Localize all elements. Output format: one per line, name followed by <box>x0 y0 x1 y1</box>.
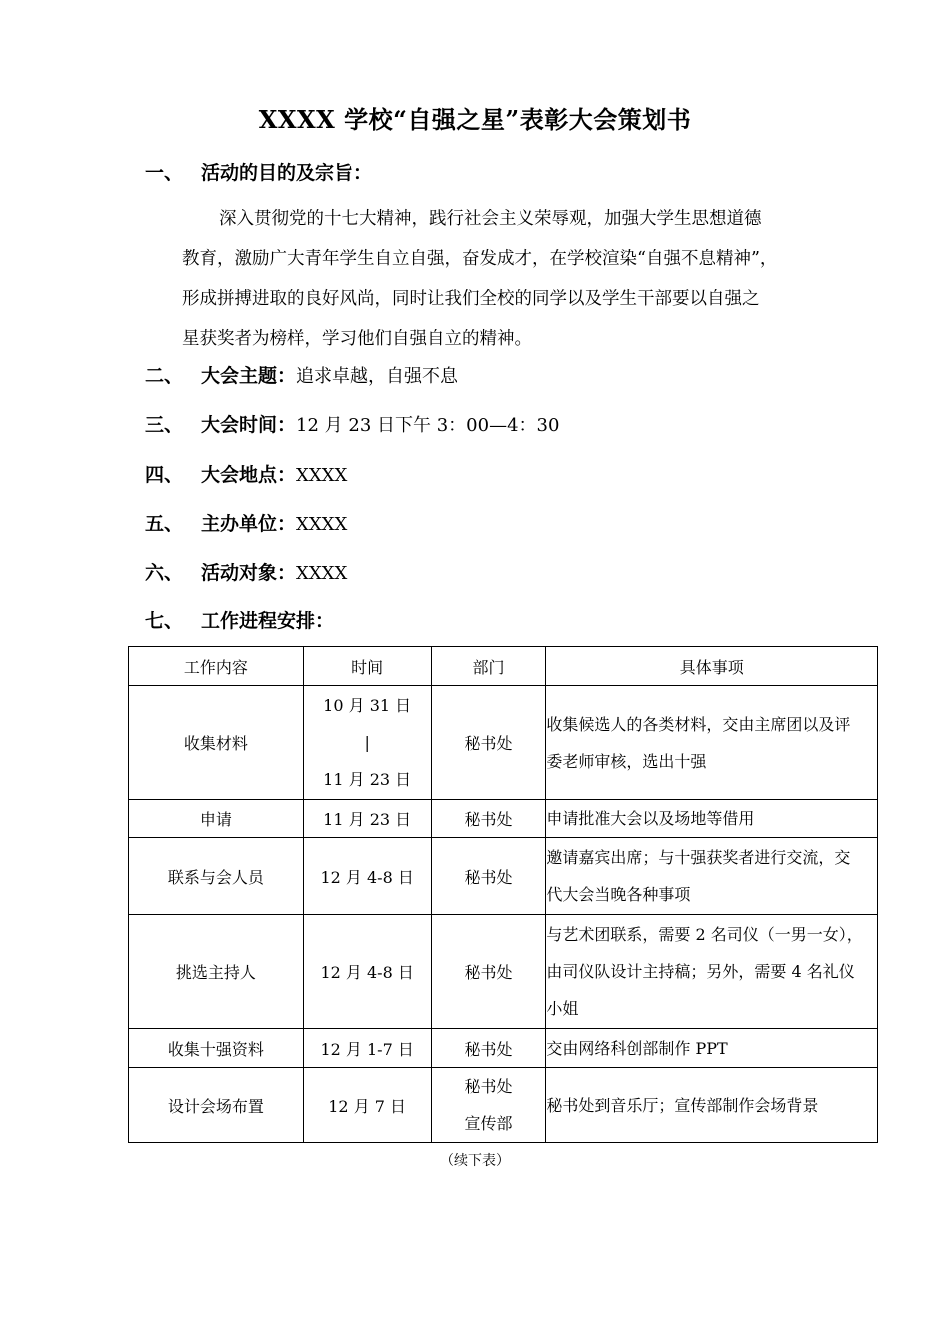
cell-department: 秘书处 <box>431 1029 546 1068</box>
time-line: | <box>364 733 370 752</box>
detail-line: 秘书处到音乐厅；宣传部制作会场背景 <box>546 1096 819 1115</box>
cell-task: 收集十强资料 <box>129 1029 304 1068</box>
section-venue <box>145 460 347 487</box>
detail-line: 交由网络科创部制作 PPT <box>546 1038 728 1058</box>
cell-time: 12 月 7 日 <box>303 1068 431 1143</box>
header-time: 时间 <box>303 647 431 686</box>
paragraph-line: 星获奖者为榜样，学习他们自强自立的精神。 <box>182 329 532 349</box>
cell-task: 挑选主持人 <box>129 915 304 1029</box>
cell-department: 秘书处 <box>431 686 546 800</box>
section-number: 五、 <box>145 513 184 535</box>
cell-time: 12 月 4-8 日 <box>303 915 431 1029</box>
section-value: XXXX <box>296 514 348 535</box>
section-value: XXXX <box>296 465 348 486</box>
section-number: 七、 <box>145 610 184 632</box>
detail-line: 代大会当晚各种事项 <box>546 885 691 904</box>
document-title: XXXX 学校“自强之星”表彰大会策划书 <box>258 105 692 134</box>
section-purpose <box>145 158 372 185</box>
cell-details <box>546 686 878 800</box>
cell-department: 秘书处 <box>431 838 546 915</box>
time-line: 11 月 23 日 <box>323 770 412 789</box>
cell-time <box>303 686 431 800</box>
section-value: 12 月 23 日下午 3：00—4：30 <box>296 415 560 436</box>
detail-line: 小姐 <box>546 999 579 1018</box>
paragraph-line: 深入贯彻党的十七大精神，践行社会主义荣辱观，加强大学生思想道德 <box>219 209 762 229</box>
cell-task: 收集材料 <box>129 686 304 800</box>
section-title: 主办单位： <box>201 513 297 535</box>
purpose-paragraph <box>182 199 812 359</box>
section-number: 四、 <box>145 464 184 486</box>
table-header-row <box>129 647 878 686</box>
section-value: XXXX <box>296 563 348 584</box>
header-department: 部门 <box>431 647 546 686</box>
section-title: 活动对象： <box>201 562 297 584</box>
table-row <box>129 800 878 838</box>
cell-task: 联系与会人员 <box>129 838 304 915</box>
department-line: 宣传部 <box>464 1114 513 1133</box>
cell-details <box>546 915 878 1029</box>
cell-details <box>546 1029 878 1068</box>
time-line: 10 月 31 日 <box>323 696 412 715</box>
cell-details <box>546 800 878 838</box>
table-row <box>129 1029 878 1068</box>
cell-time: 11 月 23 日 <box>303 800 431 838</box>
cell-details <box>546 838 878 915</box>
cell-department: 秘书处 <box>431 915 546 1029</box>
section-title: 活动的目的及宗旨： <box>201 162 373 184</box>
cell-department <box>431 1068 546 1143</box>
section-number: 三、 <box>145 414 184 436</box>
section-title: 大会地点： <box>201 464 297 486</box>
section-number: 二、 <box>145 365 184 387</box>
cell-task: 申请 <box>129 800 304 838</box>
section-number: 六、 <box>145 562 184 584</box>
section-theme <box>145 361 458 388</box>
table-row <box>129 1068 878 1143</box>
section-audience <box>145 558 347 585</box>
detail-line: 邀请嘉宾出席；与十强获奖者进行交流，交 <box>546 848 851 867</box>
header-details: 具体事项 <box>546 647 878 686</box>
section-title: 大会主题： <box>201 365 297 387</box>
cell-department: 秘书处 <box>431 800 546 838</box>
detail-line: 由司仪队设计主持稿；另外，需要 4 名礼仪 <box>546 962 855 981</box>
paragraph-line: 形成拼搏进取的良好风尚，同时让我们全校的同学以及学生干部要以自强之 <box>182 289 760 309</box>
section-title: 工作进程安排： <box>201 610 335 632</box>
section-title: 大会时间： <box>201 414 297 436</box>
detail-line: 收集候选人的各类材料，交由主席团以及评 <box>546 714 851 734</box>
table-row <box>129 838 878 915</box>
section-organizer <box>145 509 347 536</box>
detail-line: 与艺术团联系，需要 2 名司仪（一男一女）， <box>546 925 863 944</box>
detail-line: 委老师审核，选出十强 <box>546 751 707 771</box>
header-task: 工作内容 <box>129 647 304 686</box>
continued-note: （续下表） <box>440 1153 510 1169</box>
detail-line: 申请批准大会以及场地等借用 <box>546 809 755 828</box>
department-line: 秘书处 <box>464 1077 513 1096</box>
section-value: 追求卓越，自强不息 <box>296 366 459 387</box>
cell-time: 12 月 1-7 日 <box>303 1029 431 1068</box>
schedule-table <box>128 646 878 1143</box>
section-schedule <box>145 606 334 633</box>
table-row <box>129 686 878 800</box>
table-row <box>129 915 878 1029</box>
cell-details <box>546 1068 878 1143</box>
cell-task: 设计会场布置 <box>129 1068 304 1143</box>
paragraph-line: 教育，激励广大青年学生自立自强，奋发成才，在学校渲染“自强不息精神”， <box>182 249 778 269</box>
section-time <box>145 410 559 437</box>
cell-time: 12 月 4-8 日 <box>303 838 431 915</box>
section-number: 一、 <box>145 162 184 184</box>
